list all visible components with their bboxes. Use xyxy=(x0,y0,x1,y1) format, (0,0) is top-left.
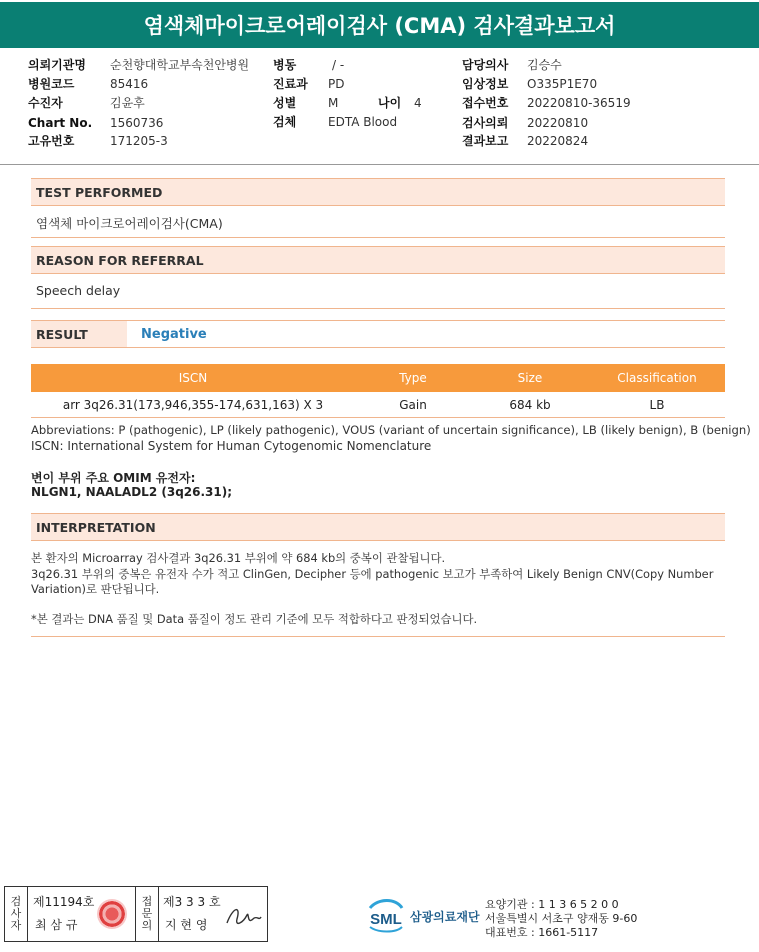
request-label: 검사의뢰 xyxy=(462,116,509,130)
omim-genes: NLGN1, NAALADL2 (3q26.31); xyxy=(31,485,233,499)
age-label: 나이 xyxy=(378,96,402,110)
organization-address: 서울특별시 서초구 양재동 9-60 xyxy=(485,912,638,925)
char: 문 xyxy=(141,907,153,920)
dept-label: 진료과 xyxy=(273,77,308,91)
request-value: 20220810 xyxy=(527,116,589,130)
examiner-column-label xyxy=(5,887,28,941)
sex-value: M xyxy=(328,96,339,110)
unique-label: 고유번호 xyxy=(28,134,75,148)
quality-statement: *본 결과는 DNA 품질 및 Data 품질이 정도 관리 기준에 모두 적합하다고 판정되었습니다. xyxy=(31,612,478,626)
receipt-value: 20220810-36519 xyxy=(527,96,631,110)
char: 접 xyxy=(141,895,153,908)
patient-header xyxy=(0,52,759,164)
column-header-classification: Classification xyxy=(617,371,697,385)
test-performed-value: 염색체 마이크로어레이검사(CMA) xyxy=(36,216,223,231)
header-divider xyxy=(0,164,759,165)
doctor-label: 담당의사 xyxy=(462,58,509,72)
cell-classification: LB xyxy=(649,397,665,412)
sml-logo-text: SML xyxy=(370,911,402,928)
report-footer xyxy=(0,886,759,946)
examiner-license-no: 제11194호 xyxy=(33,895,95,909)
column-header-iscn: ISCN xyxy=(178,371,208,385)
organization-name: 삼광의료재단 xyxy=(410,910,480,924)
chart-value: 1560736 xyxy=(110,116,164,130)
sex-label: 성별 xyxy=(273,96,297,110)
result-label: RESULT xyxy=(31,320,127,348)
official-seal-icon xyxy=(97,899,127,929)
divider xyxy=(31,636,725,637)
char: 사 xyxy=(10,907,22,920)
ward-label: 병동 xyxy=(273,58,297,72)
cnv-table-header xyxy=(31,364,725,392)
signature-icon xyxy=(223,901,263,931)
institution-label: 의뢰기관명 xyxy=(28,58,86,72)
table-row xyxy=(31,392,725,418)
char: 의 xyxy=(141,919,153,932)
clinical-label: 임상정보 xyxy=(462,77,509,91)
referral-heading: REASON FOR REFERRAL xyxy=(31,246,725,274)
char: 자 xyxy=(10,919,22,932)
interpretation-line: 3q26.31 부위의 중복은 유전자 수가 적고 ClinGen, Decipher 등에 pathogenic 보고가 부족하여 Likely Benign CNV(Copy Number xyxy=(31,567,714,581)
hospital-code-value: 85416 xyxy=(110,77,149,91)
receipt-label: 접수번호 xyxy=(462,96,509,110)
specimen-label: 검체 xyxy=(273,115,297,129)
reviewer-license-no: 제3 3 3 호 xyxy=(163,895,221,909)
examinee-value: 김윤후 xyxy=(110,96,145,110)
result-value: Negative xyxy=(127,320,725,348)
referral-value: Speech delay xyxy=(36,283,121,298)
specimen-value: EDTA Blood xyxy=(328,115,398,129)
examinee-label: 수진자 xyxy=(28,96,63,110)
interpretation-line: Variation)로 판단됩니다. xyxy=(31,582,160,596)
organization-code: 요양기관 : 1 1 3 6 5 2 0 0 xyxy=(485,898,619,911)
cell-iscn: arr 3q26.31(173,946,355-174,631,163) X 3 xyxy=(62,397,324,412)
report-label: 결과보고 xyxy=(462,134,509,148)
cell-type: Gain xyxy=(399,397,427,412)
hospital-code-label: 병원코드 xyxy=(28,77,75,91)
divider xyxy=(31,308,725,309)
divider xyxy=(31,237,725,238)
doctor-value: 김승수 xyxy=(527,58,562,72)
organization-phone: 대표번호 : 1661-5117 xyxy=(485,926,599,939)
institution-value: 순천향대학교부속천안병원 xyxy=(110,58,250,72)
reviewer-column-label xyxy=(135,887,159,941)
report-value: 20220824 xyxy=(527,134,589,148)
signature-box xyxy=(4,886,268,942)
clinical-value: O335P1E70 xyxy=(527,77,598,91)
ward-value: / - xyxy=(332,58,345,72)
omim-heading: 변이 부위 주요 OMIM 유전자: xyxy=(31,471,196,485)
age-value: 4 xyxy=(414,96,422,110)
examiner-name: 최 삼 규 xyxy=(35,918,78,932)
interpretation-heading: INTERPRETATION xyxy=(31,513,725,541)
cell-size: 684 kb xyxy=(509,397,551,412)
iscn-note: ISCN: International System for Human Cytogenomic Nomenclature xyxy=(31,439,432,453)
unique-value: 171205-3 xyxy=(110,134,168,148)
sml-logo-icon xyxy=(366,896,406,934)
abbreviations-note: Abbreviations: P (pathogenic), LP (likely pathogenic), VOUS (variant of uncertain significance), LB (likely benign), B (benign) xyxy=(31,423,751,437)
column-header-type: Type xyxy=(399,371,427,385)
test-performed-heading: TEST PERFORMED xyxy=(31,178,725,206)
report-title: 염색체마이크로어레이검사 (CMA) 검사결과보고서 xyxy=(0,2,759,48)
chart-label: Chart No. xyxy=(28,116,93,130)
dept-value: PD xyxy=(328,77,345,91)
column-header-size: Size xyxy=(517,371,543,385)
char: 검 xyxy=(10,895,22,908)
reviewer-name: 지 현 영 xyxy=(165,918,208,932)
interpretation-line: 본 환자의 Microarray 검사결과 3q26.31 부위에 약 684 kb의 중복이 관찰됩니다. xyxy=(31,551,446,565)
